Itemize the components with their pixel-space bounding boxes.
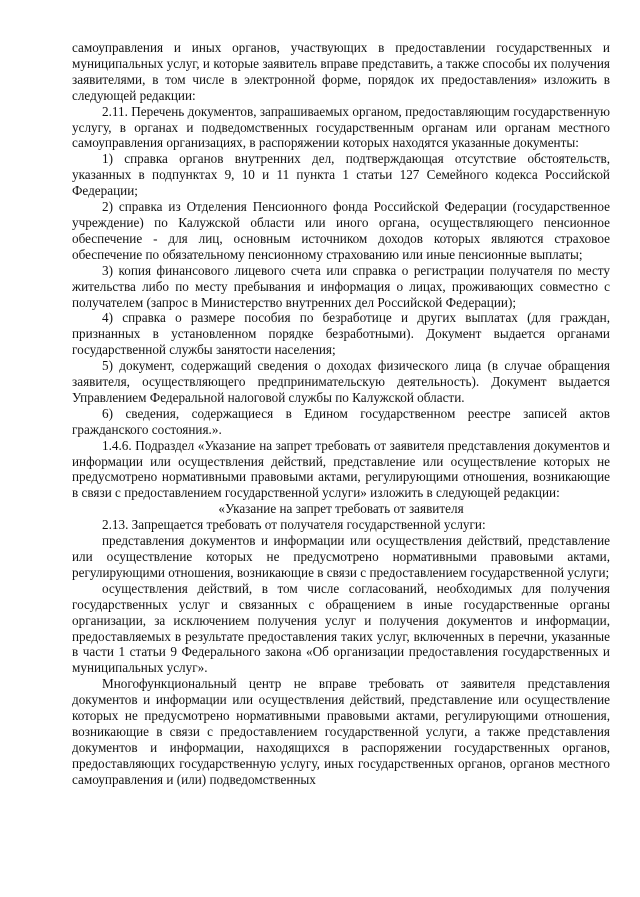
- document-paragraph: представления документов и информации или осуществления действий, представление или осуществление которых не предусмотрено нормативными правовыми актами, регулирующими отношения, возникающие в связи с предоставлением государственной услуги;: [72, 533, 610, 580]
- document-paragraph: 1) справка органов внутренних дел, подтверждающая отсутствие обстоятельств, указанных в подпунктах 9, 10 и 11 пункта 1 статьи 127 Семейного кодекса Российской Федерации;: [72, 151, 610, 199]
- document-paragraph: 2) справка из Отделения Пенсионного фонда Российской Федерации (государственное учреждение) по Калужской области или иного органа, осуществляющего пенсионное обеспечение - для лиц, основным источником доходов которых являются страховое обеспечение по обязательному пенсионному страхованию или иные пенсионные выплаты;: [72, 199, 610, 262]
- document-paragraph: 2.13. Запрещается требовать от получателя государственной услуги:: [102, 517, 486, 533]
- document-paragraph: самоуправления и иных органов, участвующих в предоставлении государственных и муниципальных услуг, и которые заявитель вправе представить, а также способы их получения заявителями, в том числе в электронной форме, порядок их предоставления» изложить в следующей редакции:: [72, 40, 610, 103]
- document-paragraph: 3) копия финансового лицевого счета или справка о регистрации получателя по месту жительства либо по месту пребывания и информация о лицах, проживающих совместно с получателем (запрос в Министерство внутренних дел Российской Федерации);: [72, 262, 610, 310]
- document-paragraph: 2.11. Перечень документов, запрашиваемых органом, предоставляющим государственную услугу, в органах и подведомственных государственным органам или органам местного самоуправления организациях, в распоряжении которых находятся указанные документы:: [72, 103, 610, 151]
- document-paragraph: 5) документ, содержащий сведения о доходах физического лица (в случае обращения заявителя, осуществляющего предпринимательскую деятельность). Документ выдается Управлением Федеральной налоговой службы по Калужской области.: [72, 358, 610, 405]
- document-paragraph: Многофункциональный центр не вправе требовать от заявителя представления документов и информации или осуществления действий, представление или осуществление которых не предусмотрено нормативными правовыми актами, регулирующими отношения, возникающие в связи с предоставлением государственной услуги, а также представления документов и информации, находящихся в распоряжении государственных органов, предоставляющих государственную услугу, иных государственных органов, органов местного самоуправления и (или) подведомственных: [72, 676, 610, 787]
- document-paragraph: «Указание на запрет требовать от заявителя: [218, 501, 464, 517]
- document-paragraph: 6) сведения, содержащиеся в Едином государственном реестре записей актов гражданского состояния.».: [72, 405, 610, 437]
- document-paragraph: 4) справка о размере пособия по безработице и других выплатах (для граждан, признанных в установленном порядке безработными). Документ выдается органами государственной службы занятости населения;: [72, 310, 610, 358]
- document-paragraph: 1.4.6. Подраздел «Указание на запрет требовать от заявителя представления документов и информации или осуществления действий, представление или осуществление которых не предусмотрено нормативными правовыми актами, регулирующими отношения, возникающие в связи с предоставлением государственной услуги» изложить в следующей редакции:: [72, 437, 610, 501]
- document-paragraph: осуществления действий, в том числе согласований, необходимых для получения государственных услуг и связанных с обращением в иные государственные органы организации, за исключением получения услуг и получения документов и информации, предоставляемых в результате предоставления таких услуг, включенных в перечни, указанные в части 1 статьи 9 Федерального закона «Об организации предоставления государственных и муниципальных услуг».: [72, 580, 610, 676]
